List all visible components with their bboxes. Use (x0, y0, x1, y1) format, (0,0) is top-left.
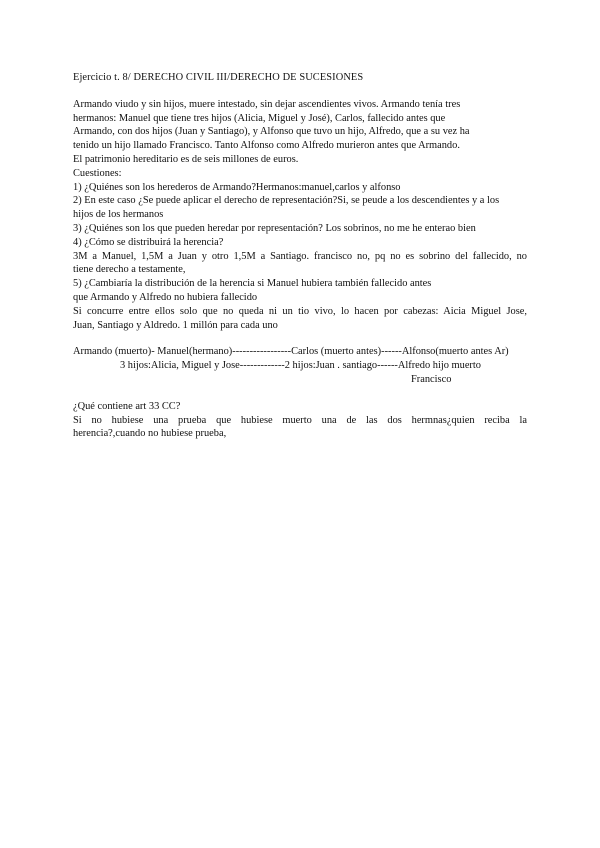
questions-heading: Cuestiones: (73, 167, 122, 179)
question-5: 5) ¿Cambiaría la distribución de la herencia si Manuel hubiera también fallecido antes (73, 278, 432, 290)
question-3: 3) ¿Quiénes son los que pueden heredar por representación? Los sobrinos, no me he enterao bien (73, 222, 476, 234)
spacer (73, 387, 527, 400)
spacer (73, 85, 527, 98)
family-tree-line-1: Armando (muerto)- Manuel(hermano)-----------------Carlos (muerto antes)------Alfonso(muerto antes Ar) (73, 346, 509, 358)
extra-note-line-1: Si no hubiese una prueba que hubiese muerto una de las dos hermnas¿quien reciba la (73, 414, 527, 426)
question-2: 2) En este caso ¿Se puede aplicar el derecho de representación?Si, se peude a los descendientes y a los (73, 195, 500, 207)
document-title: Ejercicio t. 8/ DERECHO CIVIL III/DERECHO DE SUCESIONES (73, 72, 364, 83)
statement-line-2: hermanos: Manuel que tiene tres hijos (Alicia, Miguel y José), Carlos, fallecido antes que (73, 112, 446, 124)
answer-5-line-1: Si concurre entre ellos solo que no queda ni un tio vivo, lo hacen por cabezas: Aicia Miguel Jose, (73, 305, 527, 317)
statement-line-4: tenido un hijo llamado Francisco. Tanto Alfonso como Alfredo murieron antes que Armando. (73, 140, 460, 152)
family-tree-line-2: 3 hijos:Alicia, Miguel y Jose-------------2 hijos:Juan . santiago------Alfredo hijo muerto (120, 360, 481, 372)
extra-question: ¿Qué contiene art 33 CC? (73, 400, 181, 412)
answer-4-line-2: tiene derecho a testamente, (73, 264, 186, 276)
extra-note-line-2: herencia?,cuando no hubiese prueba, (73, 428, 227, 440)
question-1: 1) ¿Quiénes son los herederos de Armando?Hermanos:manuel,carlos y alfonso (73, 181, 401, 193)
question-4: 4) ¿Cómo se distribuirá la herencia? (73, 236, 224, 248)
statement-line-5: El patrimonio hereditario es de seis millones de euros. (73, 153, 299, 165)
question-2-cont: hijos de los hermanos (73, 209, 164, 221)
statement-line-1: Armando viudo y sin hijos, muere intestado, sin dejar ascendientes vivos. Armando tenía tres (73, 98, 461, 110)
document-body (73, 71, 527, 441)
spacer (73, 332, 527, 345)
statement-line-3: Armando, con dos hijos (Juan y Santiago), y Alfonso que tuvo un hijo, Alfredo, que a su vez ha (73, 126, 470, 138)
question-5-cont: que Armando y Alfredo no hubiera fallecido (73, 291, 258, 303)
answer-4-line-1: 3M a Manuel, 1,5M a Juan y otro 1,5M a Santiago. francisco no, pq no es sobrino del fallecido, no (73, 250, 527, 262)
family-tree-line-3: Francisco (411, 373, 452, 385)
answer-5-line-2: Juan, Santiago y Aldredo. 1 millón para cada uno (73, 319, 278, 331)
